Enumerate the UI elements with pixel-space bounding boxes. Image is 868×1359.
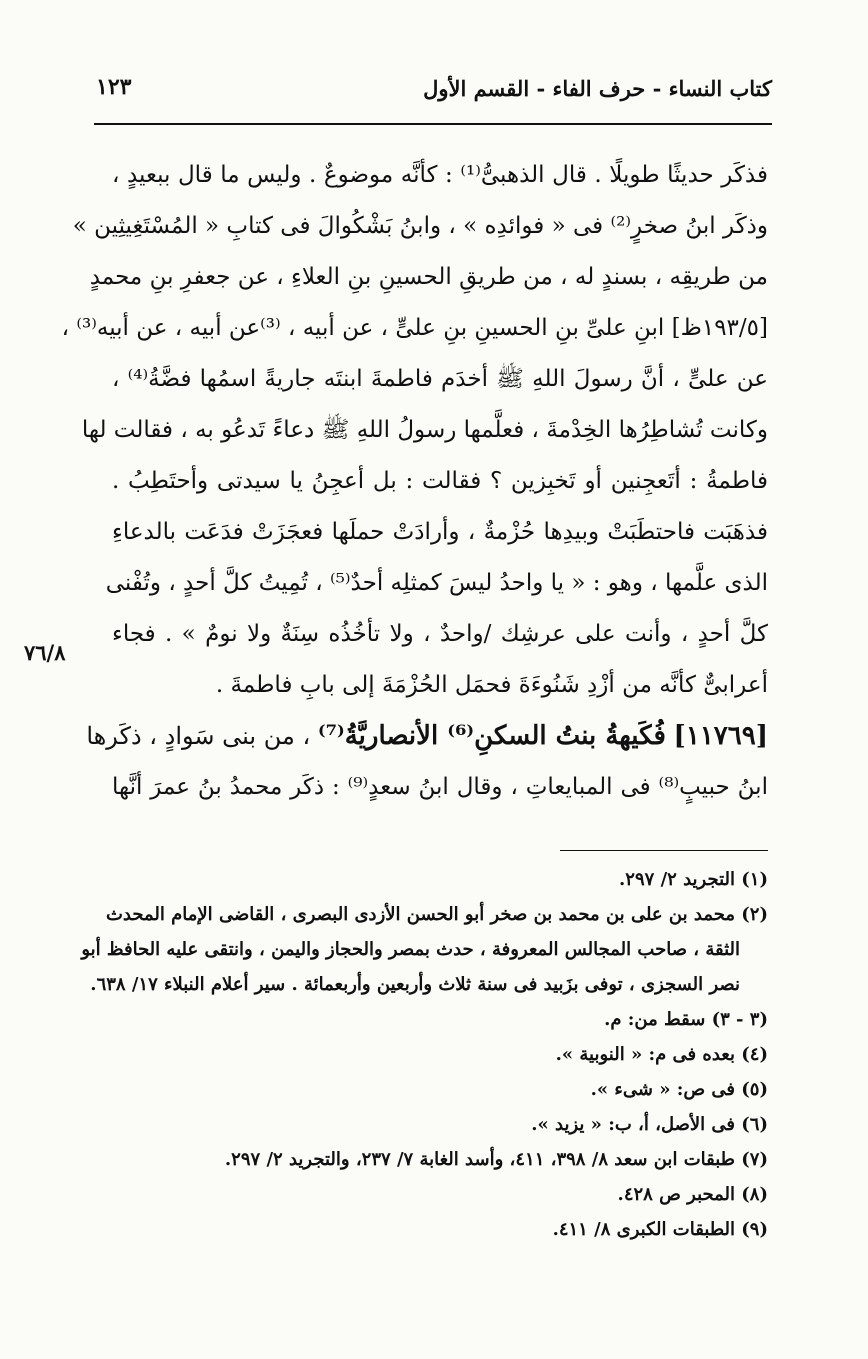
- text-line: الذى علَّمها ، وهو : « يا واحدُ ليسَ كمثلِه أحدٌ⁽⁵⁾ ، تُمِيتُ كلَّ أحدٍ ، وتُفْنى: [105, 570, 768, 596]
- footnote-continuation: نصر السجزى ، توفى بزَبيد فى سنة ثلاث وأربعين وأربعمائة . سير أعلام النبلاء ١٧/ ٦٣٨.: [90, 974, 740, 995]
- text-line: عن علىٍّ ، أنَّ رسولَ اللهِ ﷺ أخدَم فاطمةَ ابنتَه جاريةً اسمُها فضَّةُ⁽⁴⁾ ،: [112, 366, 768, 392]
- footnote: (٣ - ٣) سقط من: م.: [604, 1009, 768, 1030]
- entry-rest: ، من بنى سَوادٍ ، ذكَرها: [86, 722, 311, 750]
- page-header: [96, 70, 772, 110]
- margin-reference: ٧٦/٨: [24, 640, 66, 665]
- footnote: (٨) المحبر ص ٤٢٨.: [617, 1184, 768, 1205]
- text-line: كلَّ أحدٍ ، وأنت على عرشِك /واحدٌ ، ولا تأخُذُه سِنَةٌ ولا نومٌ » . فجاء: [112, 621, 768, 647]
- footnote: (٩) الطبقات الكبرى ٨/ ٤١١.: [552, 1219, 768, 1240]
- footnote: (١) التجريد ٢/ ٢٩٧.: [619, 869, 768, 890]
- text-line: [١٩٣/٥ظ] ابنِ علىِّ بنِ الحسينِ بنِ علىٍّ ، عن أبيه ، ⁽³⁾عن أبيه ، عن أبيه⁽³⁾ ،: [61, 315, 768, 341]
- header-rule: [94, 123, 772, 125]
- text-line: من طريقِه ، بسندٍ له ، من طريقِ الحسينِ بنِ العلاءِ ، عن جعفرِ بنِ محمدٍ: [89, 264, 768, 290]
- footnote: (٥) فى ص: « شىء ».: [590, 1079, 768, 1100]
- entry-heading-line: [86, 711, 768, 762]
- footnote-continuation: الثقة ، صاحب المجالس المعروفة ، حدث بمصر والحجاز واليمن ، وانتقى عليه الحافظ أبو: [81, 939, 740, 960]
- text-line: أعرابىٌّ كأنَّه من أزْدِ شَنُوءَةَ فحمَل الحُزْمَةَ إلى بابِ فاطمةَ .: [215, 672, 768, 698]
- main-text: [61, 150, 768, 813]
- entry-name: فُكَيهةُ بنتُ السكنِ⁽⁶⁾ الأنصاريَّةُ⁽⁷⁾: [317, 721, 666, 751]
- text-line: فذهَبَت فاحتطَبَتْ وبيدِها حُزْمةٌ ، وأرادَتْ حملَها فعجَزَتْ فدَعَت بالدعاءِ: [112, 519, 768, 545]
- text-line: وذكَر ابنُ صخرٍ⁽²⁾ فى « فوائدِه » ، وابنُ بَشْكُوالَ فى كتابِ « المُسْتَغِيثِين »: [72, 213, 768, 239]
- footnotes: [81, 862, 768, 1247]
- page-number: ١٢٣: [96, 74, 132, 100]
- text-line: ابنُ حبيبٍ⁽⁸⁾ فى المبايعاتِ ، وقال ابنُ سعدٍ⁽⁹⁾ : ذكَر محمدُ بنُ عمرَ أنَّها: [112, 774, 768, 800]
- footnote: (٧) طبقات ابن سعد ٨/ ٣٩٨، ٤١١، وأسد الغابة ٧/ ٢٣٧، والتجريد ٢/ ٢٩٧.: [224, 1149, 768, 1170]
- footnote: (٤) بعده فى م: « النوبية ».: [555, 1044, 768, 1065]
- entry-number: [١١٧٦٩]: [673, 721, 768, 751]
- running-title: كتاب النساء - حرف الفاء - القسم الأول: [423, 76, 772, 101]
- text-line: فاطمةُ : أتَعجِنين أو تَخبِزين ؟ فقالت : بل أعجِنُ يا سيدتى وأحتَطِبُ .: [112, 468, 768, 494]
- footnote: (٦) فى الأصل، أ، ب: « يزيد ».: [531, 1114, 768, 1135]
- text-line: وكانت تُشاطِرُها الخِدْمةَ ، فعلَّمها رسولُ اللهِ ﷺ دعاءً تَدعُو به ، فقالت لها: [81, 417, 768, 443]
- text-line: فذكَر حديثًا طويلًا . قال الذهبىُّ⁽¹⁾ : كأنَّه موضوعٌ . وليس ما قال ببعيدٍ ،: [112, 162, 768, 188]
- footnote: (٢) محمد بن على بن محمد بن صخر أبو الحسن الأزدى البصرى ، القاضى الإمام المحدث: [105, 904, 768, 925]
- footnote-separator: [560, 850, 768, 851]
